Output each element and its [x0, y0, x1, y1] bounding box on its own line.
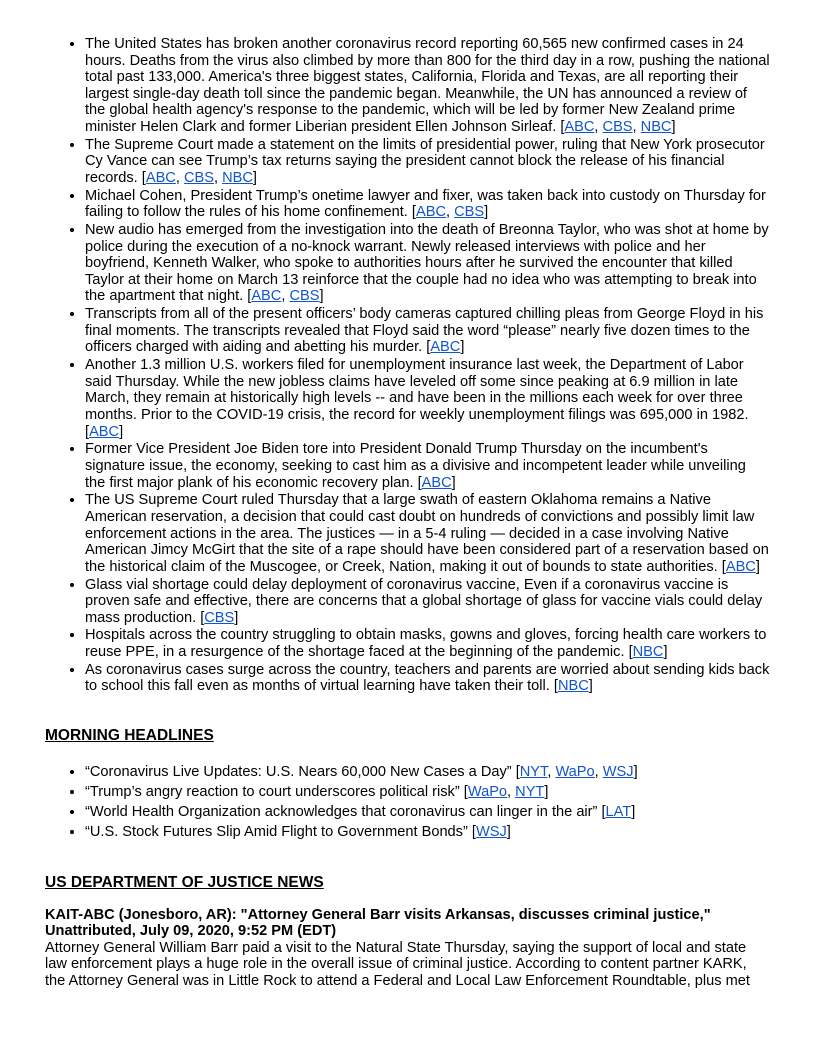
source-link-cbs[interactable]: CBS [602, 118, 633, 135]
item-text: Transcripts from all of the present officers’ body cameras captured chilling pleas from George Floyd in his final moments. The transcripts revealed that Floyd said the word “please” nearly five dozen times to the officers charged with aiding and abetting his murder. [85, 306, 764, 356]
item-text: The Supreme Court made a statement on the limits of presidential power, ruling that New York prosecutor Cy Vance can see Trump’s tax returns saying the president cannot block the release of his financial records. [85, 136, 765, 186]
source-link-abc[interactable]: ABC [415, 204, 446, 221]
source-link-nbc[interactable]: NBC [640, 118, 672, 135]
source-link-lat[interactable]: LAT [605, 804, 632, 820]
source-link-abc[interactable]: ABC [251, 288, 282, 305]
doj-news-heading: US DEPARTMENT OF JUSTICE NEWS [45, 873, 324, 891]
list-item: • “World Health Organization acknowledges that coronavirus can linger in the air” [LAT] [85, 804, 770, 821]
item-text: Michael Cohen, President Trump’s onetime lawyer and fixer, was taken back into custody on Thursday for failing to follow the rules of his home confinement. [85, 187, 766, 221]
item-text: “U.S. Stock Futures Slip Amid Flight to Government Bonds” [85, 823, 472, 840]
list-item: • The United States has broken another coronavirus record reporting 60,565 new confirmed cases in 24 hours. Deaths from the virus also climbed by more than 800 for the third day in a row, pushing the national total past 133,000. America's three biggest states, California, Florida and Texas, are all reporting their largest single-day death toll since the pandemic began. Meanwhile, the UN has announced a review of the global health agency's response to the pandemic, which will be led by former New Zealand prime minister Helen Clark and former Liberian president Ellen Johnson Sirleaf. [ABC, CBS, NBC] [85, 36, 770, 136]
item-text: “Coronavirus Live Updates: U.S. Nears 60,000 New Cases a Day” [85, 764, 516, 781]
article-headline: KAIT-ABC (Jonesboro, AR): "Attorney General Barr visits Arkansas, discusses criminal justice," Unattributed, July 09, 2020, 9:52 PM (EDT) [45, 906, 711, 940]
list-item: • Hospitals across the country struggling to obtain masks, gowns and gloves, forcing health care workers to reuse PPE, in a resurgence of the shortage faced at the beginning of the pandemic. [NBC] [85, 627, 770, 660]
list-item: • The US Supreme Court ruled Thursday that a large swath of eastern Oklahoma remains a Native American reservation, a decision that could cast doubt on hundreds of convictions and possibly limit law enforcement actions in the area. The justices — in a 5-4 ruling — decided in a case involving Native American Jimcy McGirt that the site of a rape should have been considered part of a reservation based on the historical claim of the Muscogee, or Creek, Nation, making it out of bounds to state authorities. [ABC] [85, 492, 770, 575]
morning-headlines-heading: MORNING HEADLINES [45, 727, 214, 745]
news-list [45, 36, 770, 695]
source-link-abc[interactable]: ABC [725, 558, 756, 575]
source-link-abc[interactable]: ABC [89, 423, 120, 440]
item-text: Glass vial shortage could delay deployment of coronavirus vaccine, Even if a coronavirus vaccine is proven safe and effective, there are concerns that a global shortage of glass for vaccine vials could delay mass production. [85, 576, 763, 626]
list-item: • “Trump’s angry reaction to court underscores political risk” [WaPo, NYT] [85, 784, 770, 801]
list-item: • New audio has emerged from the investigation into the death of Breonna Taylor, who was shot at home by police during the execution of a no-knock warrant. Newly released interviews with police and her boyfriend, Kenneth Walker, who spoke to authorities hours after he survived the encounter that killed Taylor at their home on March 13 reinforce that the couple had no idea who was attempting to break into the apartment that night. [ABC, CBS] [85, 222, 770, 305]
list-item: • “U.S. Stock Futures Slip Amid Flight to Government Bonds” [WSJ] [85, 824, 770, 841]
source-link-wsj[interactable]: WSJ [602, 764, 634, 781]
article-body: Attorney General William Barr paid a visit to the Natural State Thursday, saying the support of local and state law enforcement plays a huge role in the overall issue of criminal justice. According to content partner KARK, the Attorney General was in Little Rock to attend a Federal and Local Law Enforcement Roundtable, plus met [45, 939, 750, 989]
source-link-cbs[interactable]: CBS [183, 169, 214, 186]
item-text: “World Health Organization acknowledges that coronavirus can linger in the air” [85, 804, 602, 820]
source-link-abc[interactable]: ABC [145, 169, 176, 186]
source-link-abc[interactable]: ABC [421, 474, 452, 491]
item-text: “Trump’s angry reaction to court underscores political risk” [85, 784, 464, 801]
source-link-nbc[interactable]: NBC [222, 169, 253, 186]
item-text: Another 1.3 million U.S. workers filed for unemployment insurance last week, the Department of Labor said Thursday. While the new jobless claims have leveled off some since peaking at 6.9 million in late March, they remain at historically high levels -- and have been in the millions each week for over three months. Prior to the COVID-19 crisis, the record for weekly unemployment filings was 695,000 in 1982. [85, 357, 749, 423]
item-text: As coronavirus cases surge across the country, teachers and parents are worried about sending kids back to school this fall even as months of virtual learning have taken their toll. [85, 661, 770, 695]
source-link-nyt[interactable]: NYT [515, 784, 545, 801]
item-text: Former Vice President Joe Biden tore into President Donald Trump Thursday on the incumbent's signature issue, the economy, seeking to cast him as a divisive and incompetent leader while unveiling the first major plank of his economic recovery plan. [85, 441, 746, 491]
list-item: • Glass vial shortage could delay deployment of coronavirus vaccine, Even if a coronavirus vaccine is proven safe and effective, there are concerns that a global shortage of glass for vaccine vials could delay mass production. [CBS] [85, 577, 770, 627]
source-link-nyt[interactable]: NYT [519, 764, 548, 781]
list-item: • Transcripts from all of the present officers’ body cameras captured chilling pleas from George Floyd in his final moments. The transcripts revealed that Floyd said the word “please” nearly five dozen times to the officers charged with aiding and abetting his murder. [ABC] [85, 306, 770, 356]
list-item: • Michael Cohen, President Trump’s onetime lawyer and fixer, was taken back into custody on Thursday for failing to follow the rules of his home confinement. [ABC, CBS] [85, 188, 770, 221]
list-item: • “Coronavirus Live Updates: U.S. Nears 60,000 New Cases a Day” [NYT, WaPo, WSJ] [85, 764, 770, 781]
item-text: The United States has broken another coronavirus record reporting 60,565 new confirmed cases in 24 hours. Deaths from the virus also climbed by more than 800 for the third day in a row, pushing the national total past 133,000. America's three biggest states, California, Florida and Texas, are all reporting their largest single-day death toll since the pandemic began. Meanwhile, the UN has announced a review of the global health agency's response to the pandemic, which will be led by former New Zealand prime minister Helen Clark and former Liberian president Ellen Johnson Sirleaf. [85, 36, 770, 135]
source-link-nbc[interactable]: NBC [632, 644, 664, 661]
item-text: The US Supreme Court ruled Thursday that a large swath of eastern Oklahoma remains a Native American reservation, a decision that could cast doubt on hundreds of convictions and possibly limit law enforcement actions in the area. The justices — in a 5-4 ruling — decided in a case involving Native American Jimcy McGirt that the site of a rape should have been considered part of a reservation based on the historical claim of the Muscogee, or Creek, Nation, making it out of bounds to state authorities. [85, 492, 769, 575]
list-item: • Former Vice President Joe Biden tore into President Donald Trump Thursday on the incumbent's signature issue, the economy, seeking to cast him as a divisive and incompetent leader while unveiling the first major plank of his economic recovery plan. [ABC] [85, 441, 770, 491]
source-link-nbc[interactable]: NBC [557, 678, 589, 695]
source-link-cbs[interactable]: CBS [289, 288, 320, 305]
item-text: Hospitals across the country struggling to obtain masks, gowns and gloves, forcing health care workers to reuse PPE, in a resurgence of the shortage faced at the beginning of the pandemic. [85, 627, 767, 661]
source-link-abc[interactable]: ABC [564, 118, 595, 135]
morning-headlines-list [45, 764, 770, 841]
source-link-abc[interactable]: ABC [430, 339, 461, 356]
list-item: • Another 1.3 million U.S. workers filed for unemployment insurance last week, the Department of Labor said Thursday. While the new jobless claims have leveled off some since peaking at 6.9 million in late March, they remain at historically high levels -- and have been in the millions each week for over three months. Prior to the COVID-19 crisis, the record for weekly unemployment filings was 695,000 in 1982. [ABC] [85, 357, 770, 440]
source-link-wsj[interactable]: WSJ [475, 823, 507, 840]
list-item: • As coronavirus cases surge across the country, teachers and parents are worried about sending kids back to school this fall even as months of virtual learning have taken their toll. [NBC] [85, 662, 770, 695]
source-link-cbs[interactable]: CBS [204, 609, 235, 626]
source-link-wapo[interactable]: WaPo [555, 764, 595, 781]
list-item: • The Supreme Court made a statement on the limits of presidential power, ruling that New York prosecutor Cy Vance can see Trump’s tax returns saying the president cannot block the release of his financial records. [ABC, CBS, NBC] [85, 137, 770, 187]
source-link-cbs[interactable]: CBS [454, 204, 485, 221]
source-link-wapo[interactable]: WaPo [467, 784, 508, 801]
item-text: New audio has emerged from the investigation into the death of Breonna Taylor, who was shot at home by police during the execution of a no-knock warrant. Newly released interviews with police and her boyfriend, Kenneth Walker, who spoke to authorities hours after he survived the encounter that killed Taylor at their home on March 13 reinforce that the couple had no idea who was attempting to break into the apartment that night. [85, 222, 769, 305]
